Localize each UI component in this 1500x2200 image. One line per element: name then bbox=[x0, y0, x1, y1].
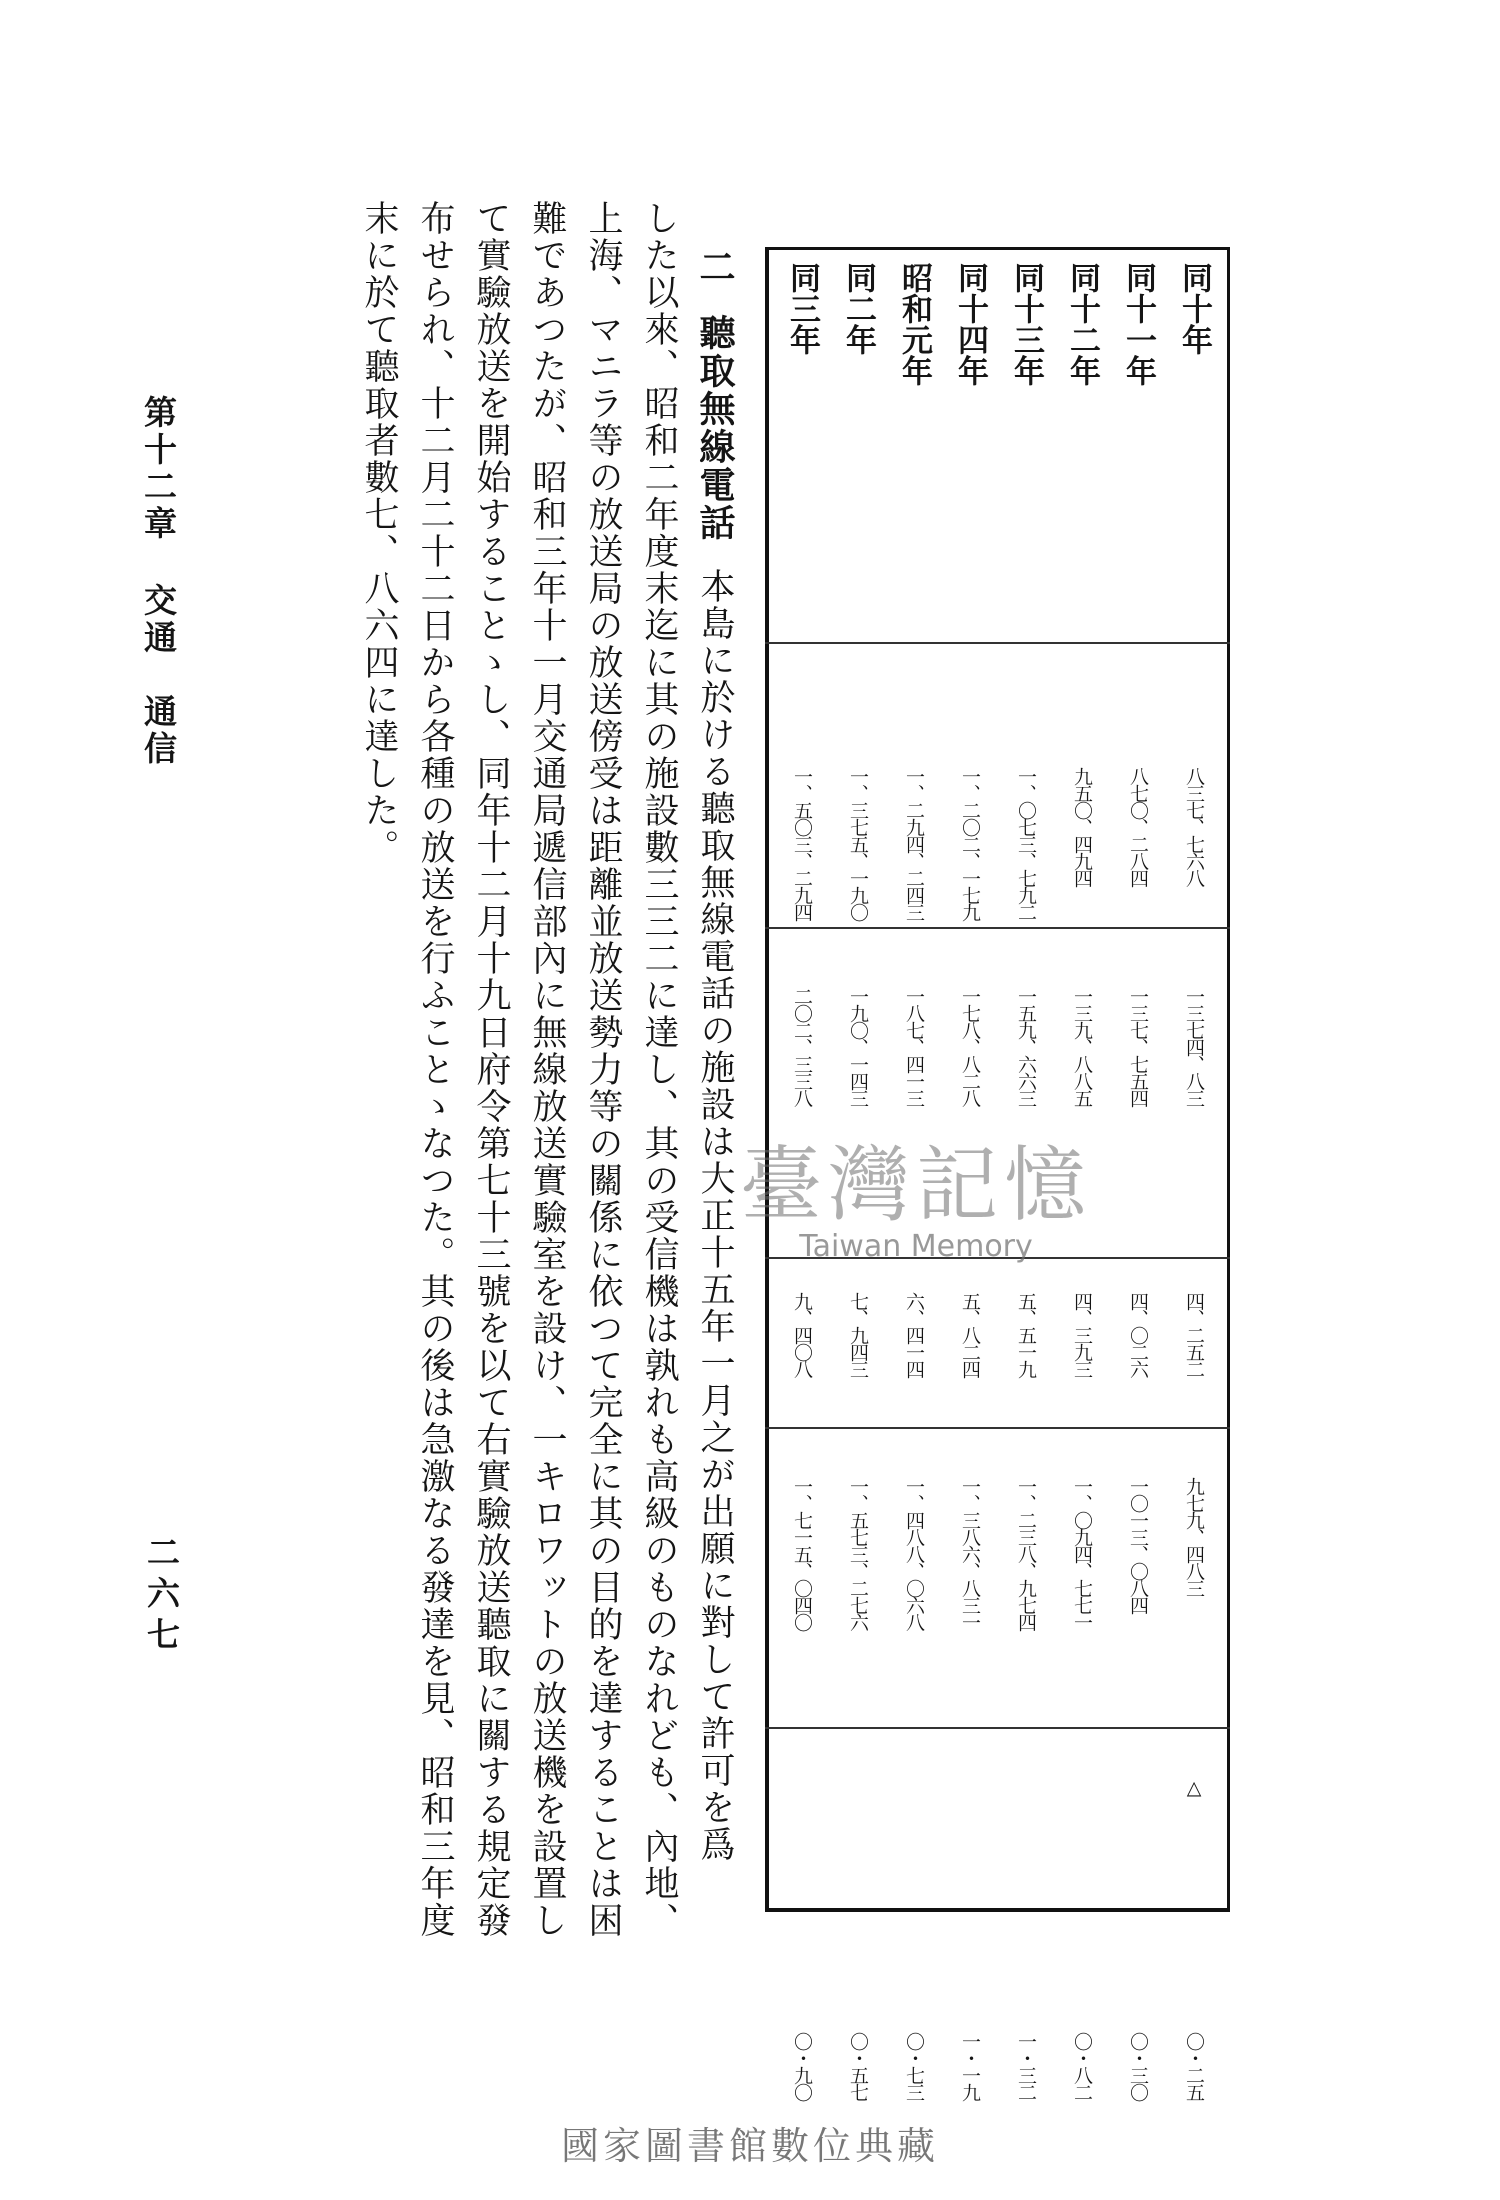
value-cell: 一、七一五、〇四〇 bbox=[791, 1477, 813, 1630]
value-cell: 一三七、七五四 bbox=[1127, 987, 1149, 1106]
section-label: 交通 通信 bbox=[139, 583, 178, 768]
value-cell: 四、二五二 bbox=[1183, 1292, 1205, 1377]
value-cell: 〇・三〇 bbox=[1127, 2032, 1149, 2100]
value-cell: 一、三七五、一九〇 bbox=[847, 767, 869, 920]
table-row bbox=[1166, 247, 1222, 2100]
value-cell: 九五〇、四九四 bbox=[1071, 767, 1093, 886]
year-cell: 同十四年 bbox=[952, 262, 988, 386]
value-cell: 一・三二 bbox=[1015, 2032, 1037, 2100]
value-cell: 九七九、四八三 bbox=[1183, 1477, 1205, 1596]
value-cell: 五、八二四 bbox=[959, 1292, 981, 1377]
table-row bbox=[886, 247, 942, 2100]
value-cell: 〇・二五 bbox=[1183, 2032, 1205, 2100]
body-line-6: 布せられ、十二月二十二日から各種の放送を行ふことゝなつた。其の後は急激なる發達を見、昭和三年度 bbox=[415, 200, 455, 1939]
value-cell: 〇・八二 bbox=[1071, 2032, 1093, 2100]
year-cell: 同二年 bbox=[840, 262, 876, 355]
body-line-1 bbox=[690, 248, 739, 1863]
value-cell: 一、〇九四、七七一 bbox=[1071, 1477, 1093, 1630]
year-cell: 同十三年 bbox=[1008, 262, 1044, 386]
value-cell: 一三九、八八五 bbox=[1071, 987, 1093, 1106]
value-cell: 〇・五七 bbox=[847, 2032, 869, 2100]
value-cell: 八七〇、二八四 bbox=[1127, 767, 1149, 886]
value-cell: 一〇一三、〇八四 bbox=[1127, 1477, 1149, 1613]
section-number: 二 bbox=[694, 248, 736, 286]
value-cell: 一五九、六六三 bbox=[1015, 987, 1037, 1106]
value-cell: 四、〇二六 bbox=[1127, 1292, 1149, 1377]
table-row bbox=[774, 247, 830, 2100]
body-line-3: 上海、マニラ等の放送局の放送傍受は距離並放送勢力等の關係に依つて完全に其の目的を達することは困 bbox=[583, 200, 623, 1939]
library-footer: 國家圖書館數位典藏 bbox=[560, 2124, 939, 2168]
statistics-table bbox=[765, 247, 1230, 2100]
value-cell: 一、二三八、九七四 bbox=[1015, 1477, 1037, 1630]
table-row bbox=[942, 247, 998, 2100]
value-cell: △ bbox=[1183, 1777, 1205, 1797]
year-cell: 同十二年 bbox=[1064, 262, 1100, 386]
value-cell: 二〇二、三三八 bbox=[791, 987, 813, 1106]
table-rule bbox=[1227, 247, 1230, 1912]
value-cell: 一・一九 bbox=[959, 2032, 981, 2100]
year-cell: 同十年 bbox=[1176, 262, 1212, 355]
value-cell: 一七八、八二八 bbox=[959, 987, 981, 1106]
chapter-label: 第十二章 bbox=[139, 395, 178, 543]
watermark-logo-text: 臺灣記憶 bbox=[740, 1138, 1093, 1233]
year-cell: 昭和元年 bbox=[896, 262, 932, 386]
value-cell: 一八七、四一三 bbox=[903, 987, 925, 1106]
value-cell: 一、五〇三、二九四 bbox=[791, 767, 813, 920]
table-row bbox=[830, 247, 886, 2100]
page-number: 二六七 bbox=[142, 1535, 181, 1658]
body-line-5: て實驗放送を開始することゝし、同年十二月十九日府令第七十三號を以て右實驗放送聽取に關する規定發 bbox=[471, 200, 511, 1939]
value-cell: 一、二〇二、一七九 bbox=[959, 767, 981, 920]
value-cell: 一、二九四、二四三 bbox=[903, 767, 925, 920]
value-cell: 一、五七三、二七六 bbox=[847, 1477, 869, 1630]
value-cell: 一三七四、八三 bbox=[1183, 987, 1205, 1106]
watermark-english: Taiwan Memory bbox=[799, 1229, 1033, 1264]
body-line-7: 末に於て聽取者數七、八六四に達した。 bbox=[359, 200, 399, 866]
value-cell: 一九〇、一四三 bbox=[847, 987, 869, 1106]
section-title: 聽取無線電話 bbox=[694, 314, 736, 542]
value-cell: 一、四八八、〇六八 bbox=[903, 1477, 925, 1630]
table-rule bbox=[765, 247, 769, 1912]
value-cell: 一、〇七三、七九二 bbox=[1015, 767, 1037, 920]
value-cell: 五、五一九 bbox=[1015, 1292, 1037, 1377]
value-cell: 一、三八六、八三一 bbox=[959, 1477, 981, 1630]
watermark bbox=[740, 1120, 1092, 1264]
table-row bbox=[1110, 247, 1166, 2100]
body-line-4: 難であつたが、昭和三年十一月交通局遞信部內に無線放送實驗室を設け、一キロワットの放送機を設置し bbox=[527, 200, 567, 1939]
value-cell: 〇・九〇 bbox=[791, 2032, 813, 2100]
value-cell: 八三七、七六八 bbox=[1183, 767, 1205, 886]
value-cell: 七、九四三 bbox=[847, 1292, 869, 1377]
table-row bbox=[1054, 247, 1110, 2100]
value-cell: 四、三九三 bbox=[1071, 1292, 1093, 1377]
year-cell: 同三年 bbox=[784, 262, 820, 355]
value-cell: 六、四一四 bbox=[903, 1292, 925, 1377]
body-line-text: 本島に於ける聽取無線電話の施設は大正十五年一月之が出願に對して許可を爲 bbox=[695, 568, 735, 1863]
year-cell: 同十一年 bbox=[1120, 262, 1156, 386]
value-cell: 九、四〇八 bbox=[791, 1292, 813, 1377]
table-row bbox=[998, 247, 1054, 2100]
running-header bbox=[135, 395, 182, 768]
body-line-2: した以來、昭和二年度末迄に其の施設數三三二に達し、其の受信機は孰れも高級のものなれども、內地、 bbox=[639, 200, 679, 1939]
value-cell: 〇・七三 bbox=[903, 2032, 925, 2100]
